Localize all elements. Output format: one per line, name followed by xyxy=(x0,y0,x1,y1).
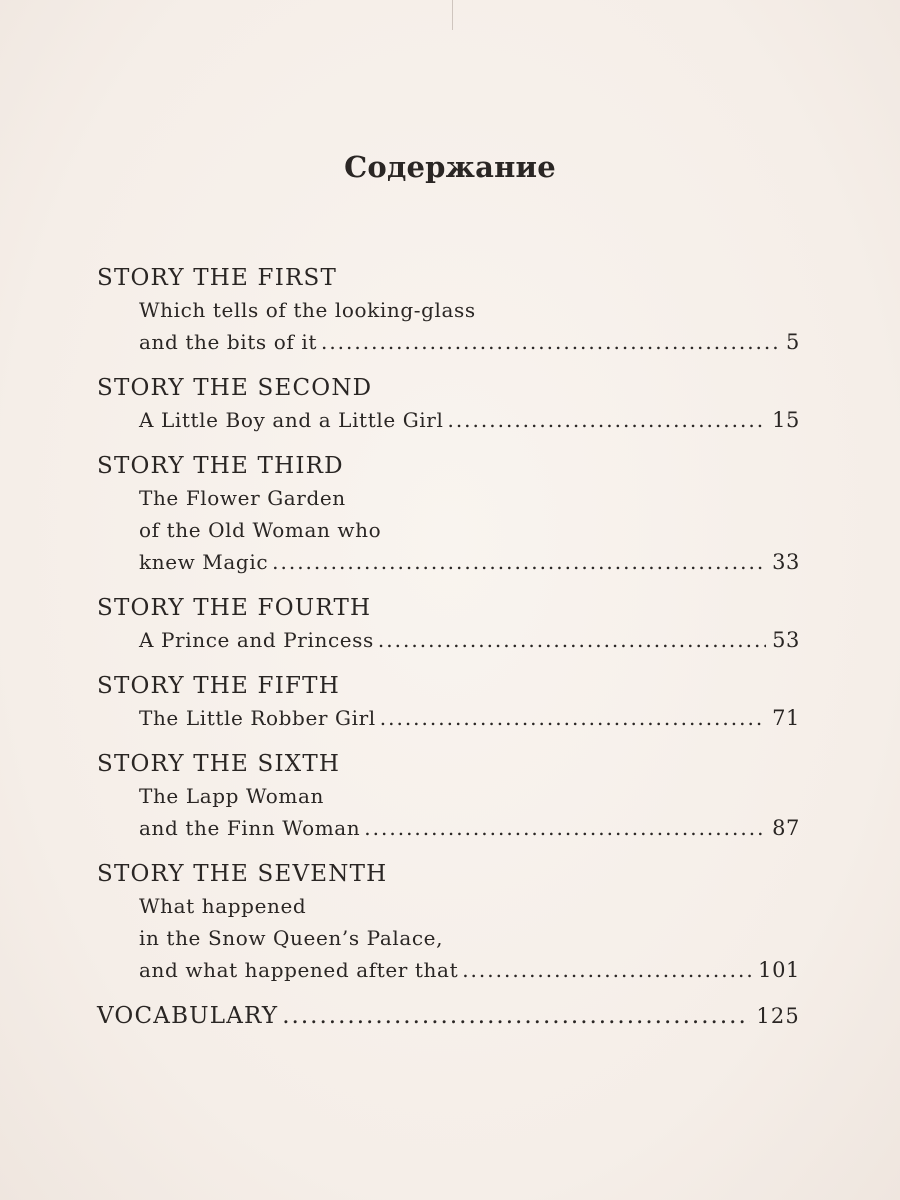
story-subtitle-last-line xyxy=(97,404,800,436)
story-subtitle-last-line xyxy=(97,546,800,578)
page-number: 53 xyxy=(772,628,800,652)
story-subtitle-line: The Little Robber Girl xyxy=(139,706,376,730)
toc-entry-story-1[interactable] xyxy=(97,262,800,358)
story-subtitle-line: The Lapp Woman xyxy=(139,784,324,808)
story-subtitle-last-line xyxy=(97,812,800,844)
story-subtitle-line: The Flower Garden xyxy=(139,486,346,510)
page-number: 5 xyxy=(786,330,800,354)
story-subtitle-line: A Prince and Princess xyxy=(139,628,374,652)
page-number: 71 xyxy=(772,706,800,730)
story-subtitle-last-line xyxy=(97,702,800,734)
toc-entry-story-5[interactable] xyxy=(97,670,800,734)
vocabulary-label: VOCABULARY xyxy=(97,1003,279,1029)
story-title: STORY THE SIXTH xyxy=(97,751,341,777)
page-number: 87 xyxy=(772,816,800,840)
page-title: Содержание xyxy=(344,150,556,184)
fold-mark xyxy=(452,0,453,30)
story-title: STORY THE SEVENTH xyxy=(97,861,388,887)
story-subtitle-line: of the Old Woman who xyxy=(139,518,382,542)
page-number: 125 xyxy=(756,1004,800,1028)
leader-dots xyxy=(364,812,766,844)
story-subtitle-line: knew Magic xyxy=(139,550,269,574)
story-title: STORY THE THIRD xyxy=(97,453,344,479)
story-subtitle-line: and what happened after that xyxy=(139,958,459,982)
leader-dots xyxy=(462,954,752,986)
toc-entry-story-2[interactable] xyxy=(97,372,800,436)
leader-dots xyxy=(272,546,766,578)
story-subtitle-last-line xyxy=(97,624,800,656)
toc-entry-story-4[interactable] xyxy=(97,592,800,656)
leader-dots xyxy=(378,624,766,656)
leader-dots xyxy=(447,404,766,436)
story-title: STORY THE FOURTH xyxy=(97,595,372,621)
leader-dots xyxy=(380,702,766,734)
story-subtitle-last-line xyxy=(97,954,800,986)
toc-entry-story-3[interactable] xyxy=(97,450,800,578)
story-subtitle-line: Which tells of the looking-glass xyxy=(139,298,476,322)
leader-dots xyxy=(282,1000,750,1032)
page-number: 33 xyxy=(772,550,800,574)
page-number: 101 xyxy=(758,958,800,982)
story-subtitle-line: and the bits of it xyxy=(139,330,317,354)
vocabulary-line xyxy=(97,1000,800,1032)
story-subtitle-line: A Little Boy and a Little Girl xyxy=(139,408,444,432)
table-of-contents xyxy=(97,262,800,1032)
story-title: STORY THE FIFTH xyxy=(97,673,340,699)
story-subtitle-line: What happened xyxy=(139,894,307,918)
story-title: STORY THE FIRST xyxy=(97,265,338,291)
toc-entry-story-6[interactable] xyxy=(97,748,800,844)
story-subtitle-last-line xyxy=(97,326,800,358)
toc-entry-story-7[interactable] xyxy=(97,858,800,986)
story-subtitle-line: and the Finn Woman xyxy=(139,816,361,840)
page-number: 15 xyxy=(772,408,800,432)
story-title: STORY THE SECOND xyxy=(97,375,373,401)
leader-dots xyxy=(321,326,780,358)
toc-entry-vocabulary[interactable] xyxy=(97,1000,800,1032)
story-subtitle-line: in the Snow Queen’s Palace, xyxy=(139,926,444,950)
